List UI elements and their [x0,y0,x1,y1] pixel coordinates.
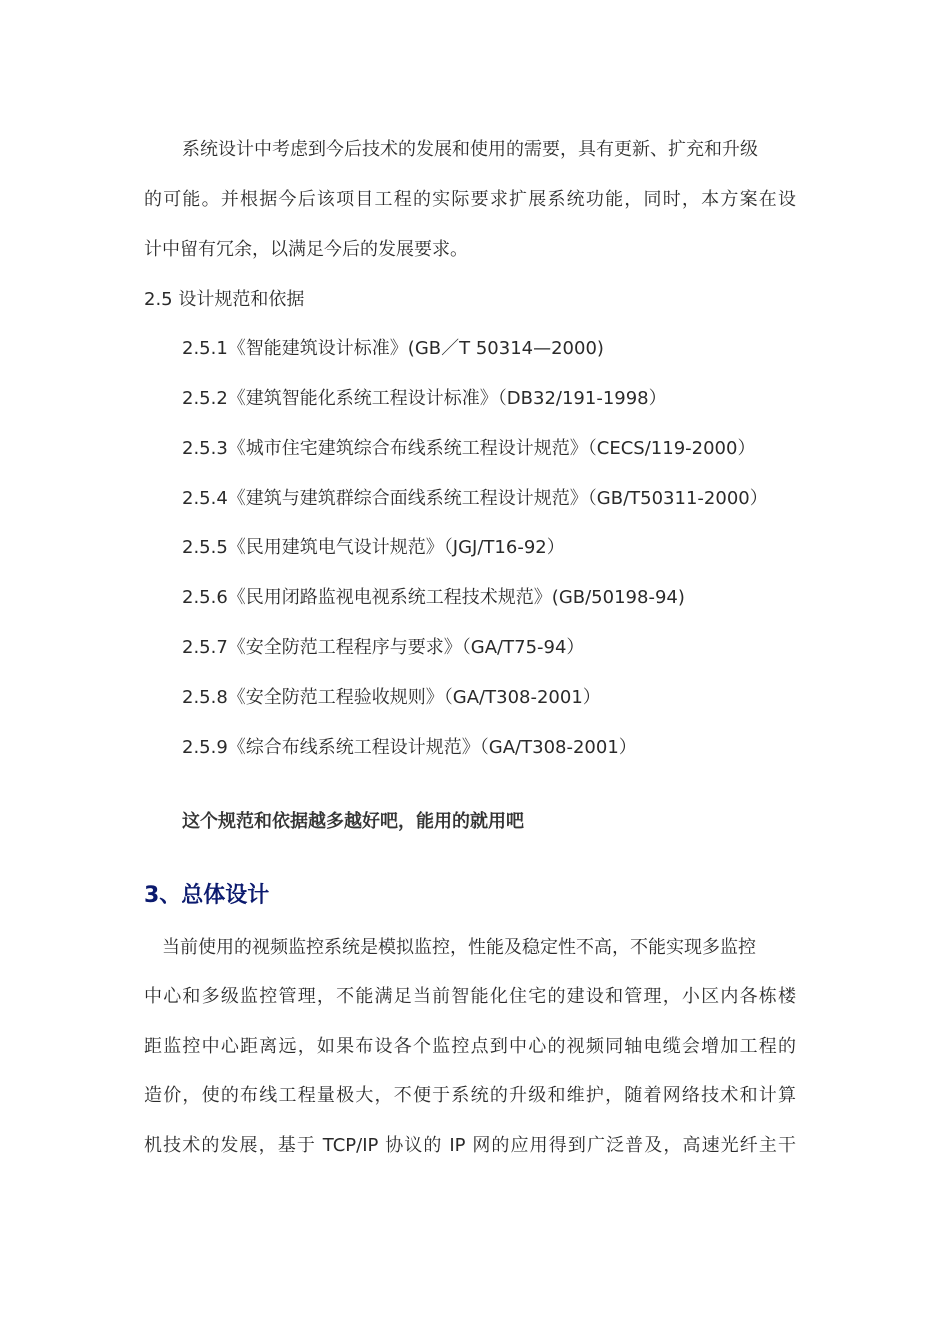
standard-item-2-5-4: 2.5.4《建筑与建筑群综合面线系统工程设计规范》（GB/T50311-2000） [182,488,768,509]
intro-line-2: 的可能。并根据今后该项目工程的实际要求扩展系统功能，同时，本方案在设 [144,189,796,210]
standard-item-2-5-6: 2.5.6《民用闭路监视电视系统工程技术规范》(GB/50198-94) [182,587,685,608]
section-3-line-1: 当前使用的视频监控系统是模拟监控，性能及稳定性不高，不能实现多监控 [162,937,756,958]
standard-item-2-5-9: 2.5.9《综合布线系统工程设计规范》（GA/T308-2001） [182,737,637,758]
section-3-line-5: 机技术的发展，基于 TCP/IP 协议的 IP 网的应用得到广泛普及，高速光纤主干 [144,1135,796,1156]
standard-item-2-5-1: 2.5.1《智能建筑设计标准》(GB／T 50314—2000) [182,338,604,359]
intro-line-3: 计中留有冗余，以满足今后的发展要求。 [144,239,468,260]
standard-item-2-5-3: 2.5.3《城市住宅建筑综合布线系统工程设计规范》（CECS/119-2000） [182,438,756,459]
section-2-5-title: 2.5 设计规范和依据 [144,289,305,310]
section-3-heading: 3、总体设计 [144,883,270,908]
section-3-line-3: 距监控中心距离远，如果布设各个监控点到中心的视频同轴电缆会增加工程的 [144,1036,796,1057]
section-3-line-4: 造价，使的布线工程量极大，不便于系统的升级和维护，随着网络技术和计算 [144,1085,796,1106]
intro-line-1: 系统设计中考虑到今后技术的发展和使用的需要，具有更新、扩充和升级 [182,139,758,160]
section-3-line-2: 中心和多级监控管理，不能满足当前智能化住宅的建设和管理，小区内各栋楼 [144,986,796,1007]
standard-item-2-5-2: 2.5.2《建筑智能化系统工程设计标准》（DB32/191-1998） [182,388,667,409]
standard-item-2-5-5: 2.5.5《民用建筑电气设计规范》（JGJ/T16-92） [182,537,565,558]
standard-item-2-5-8: 2.5.8《安全防范工程验收规则》（GA/T308-2001） [182,687,601,708]
section-2-5-note: 这个规范和依据越多越好吧，能用的就用吧 [182,811,524,832]
standard-item-2-5-7: 2.5.7《安全防范工程程序与要求》（GA/T75-94） [182,637,585,658]
